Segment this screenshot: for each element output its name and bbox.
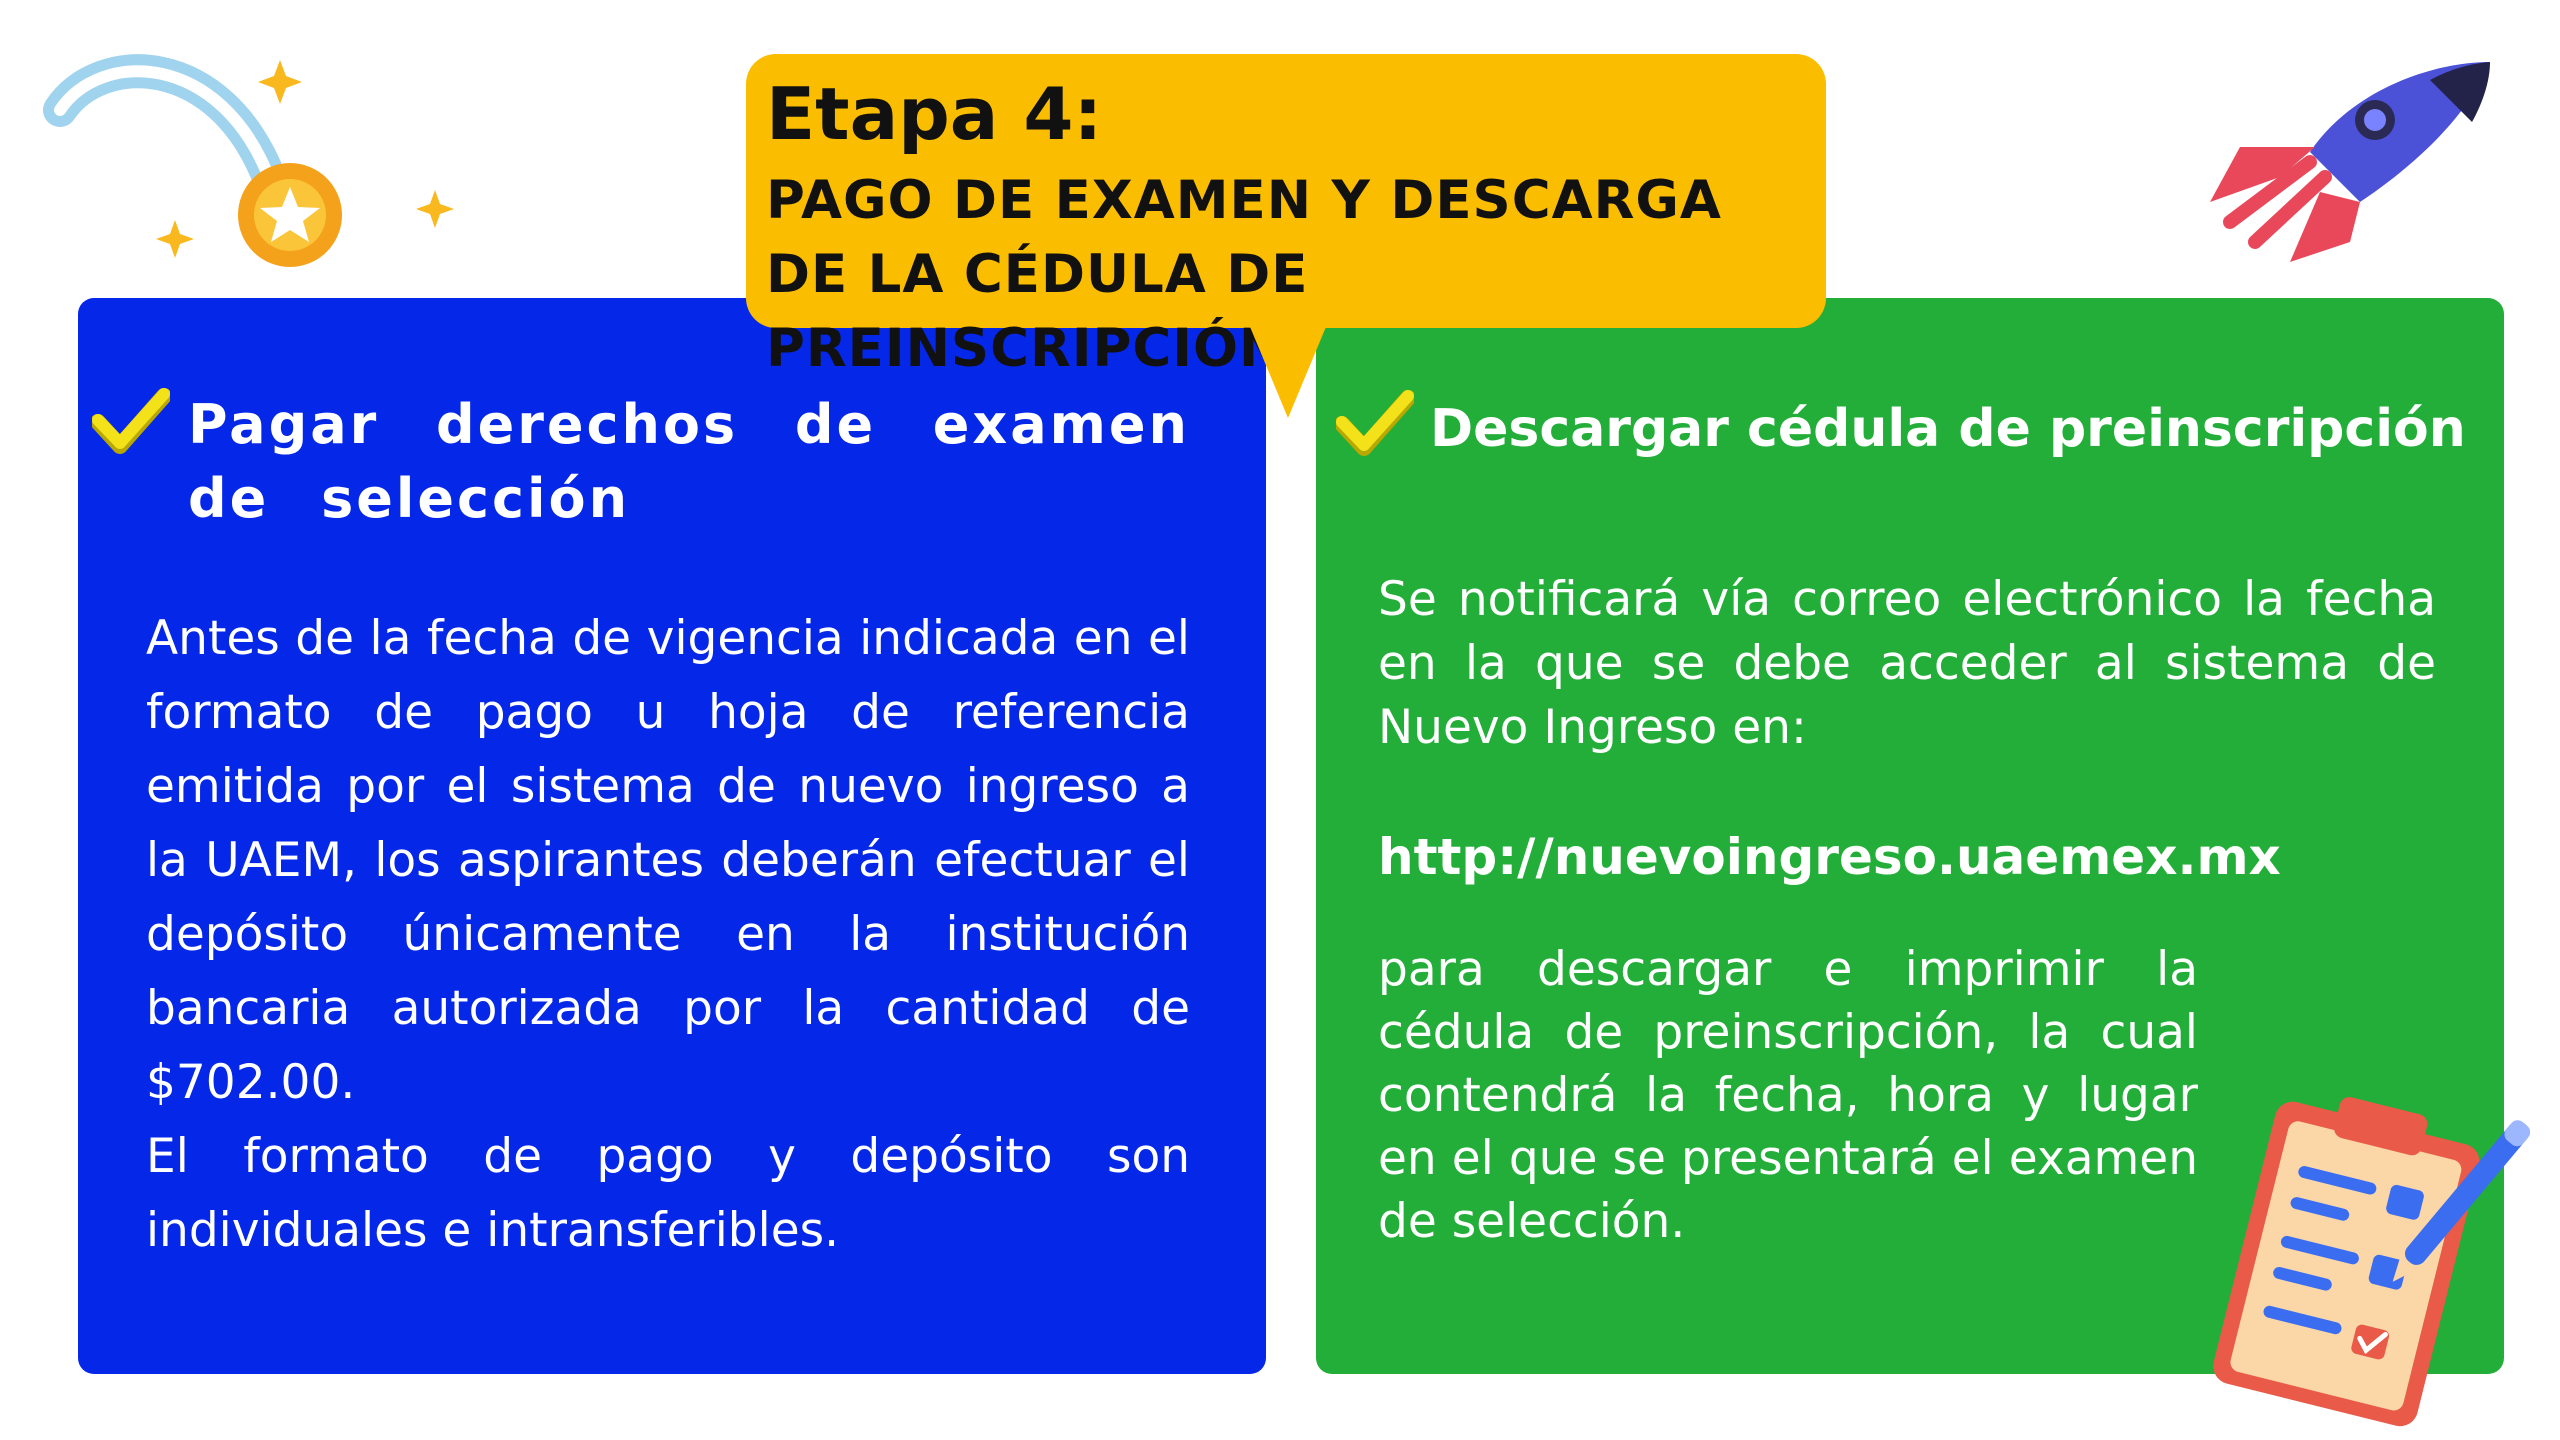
payment-heading: Pagar derechos de examen de selección	[188, 393, 1190, 530]
download-instructions: para descargar e imprimir la cédula de preinscripción, la cual contendrá la fecha, hora y lugar en el que se presentará el examen de selección.	[1378, 942, 2198, 1249]
rocket-icon	[2200, 52, 2500, 272]
medal-icon	[40, 40, 470, 290]
clipboard-checklist-icon	[2180, 1080, 2530, 1440]
payment-description	[146, 602, 1190, 1268]
payment-panel	[78, 298, 1266, 1374]
notification-text: Se notificará vía correo electrónico la fecha en la que se debe acceder al sistema de Nuevo Ingreso en:	[1378, 572, 2436, 755]
stage-title: Etapa 4:	[766, 72, 1103, 156]
bubble-tail	[1248, 322, 1328, 418]
payment-note: El formato de pago y depósito son individuales e intransferibles.	[146, 1129, 1190, 1258]
checkmark-icon	[92, 388, 170, 454]
enrollment-url-link[interactable]: http://nuevoingreso.uaemex.mx	[1378, 828, 2281, 886]
stage-subtitle: PAGO DE EXAMEN Y DESCARGA DE LA CÉDULA DE PREINSCRIPCIÓN.	[766, 170, 1722, 379]
payment-paragraph: Antes de la fecha de vigencia indicada en el formato de pago u hoja de referencia emitida por el sistema de nuevo ingreso a la UAEM, los aspirantes deberán efectuar el depósito únicamente en la institución bancaria autorizada por la cantidad de $702.00.	[146, 611, 1190, 1110]
checkmark-icon	[1336, 390, 1414, 456]
stage-title-bubble	[746, 54, 1826, 379]
download-heading: Descargar cédula de preinscripción	[1430, 399, 2466, 459]
